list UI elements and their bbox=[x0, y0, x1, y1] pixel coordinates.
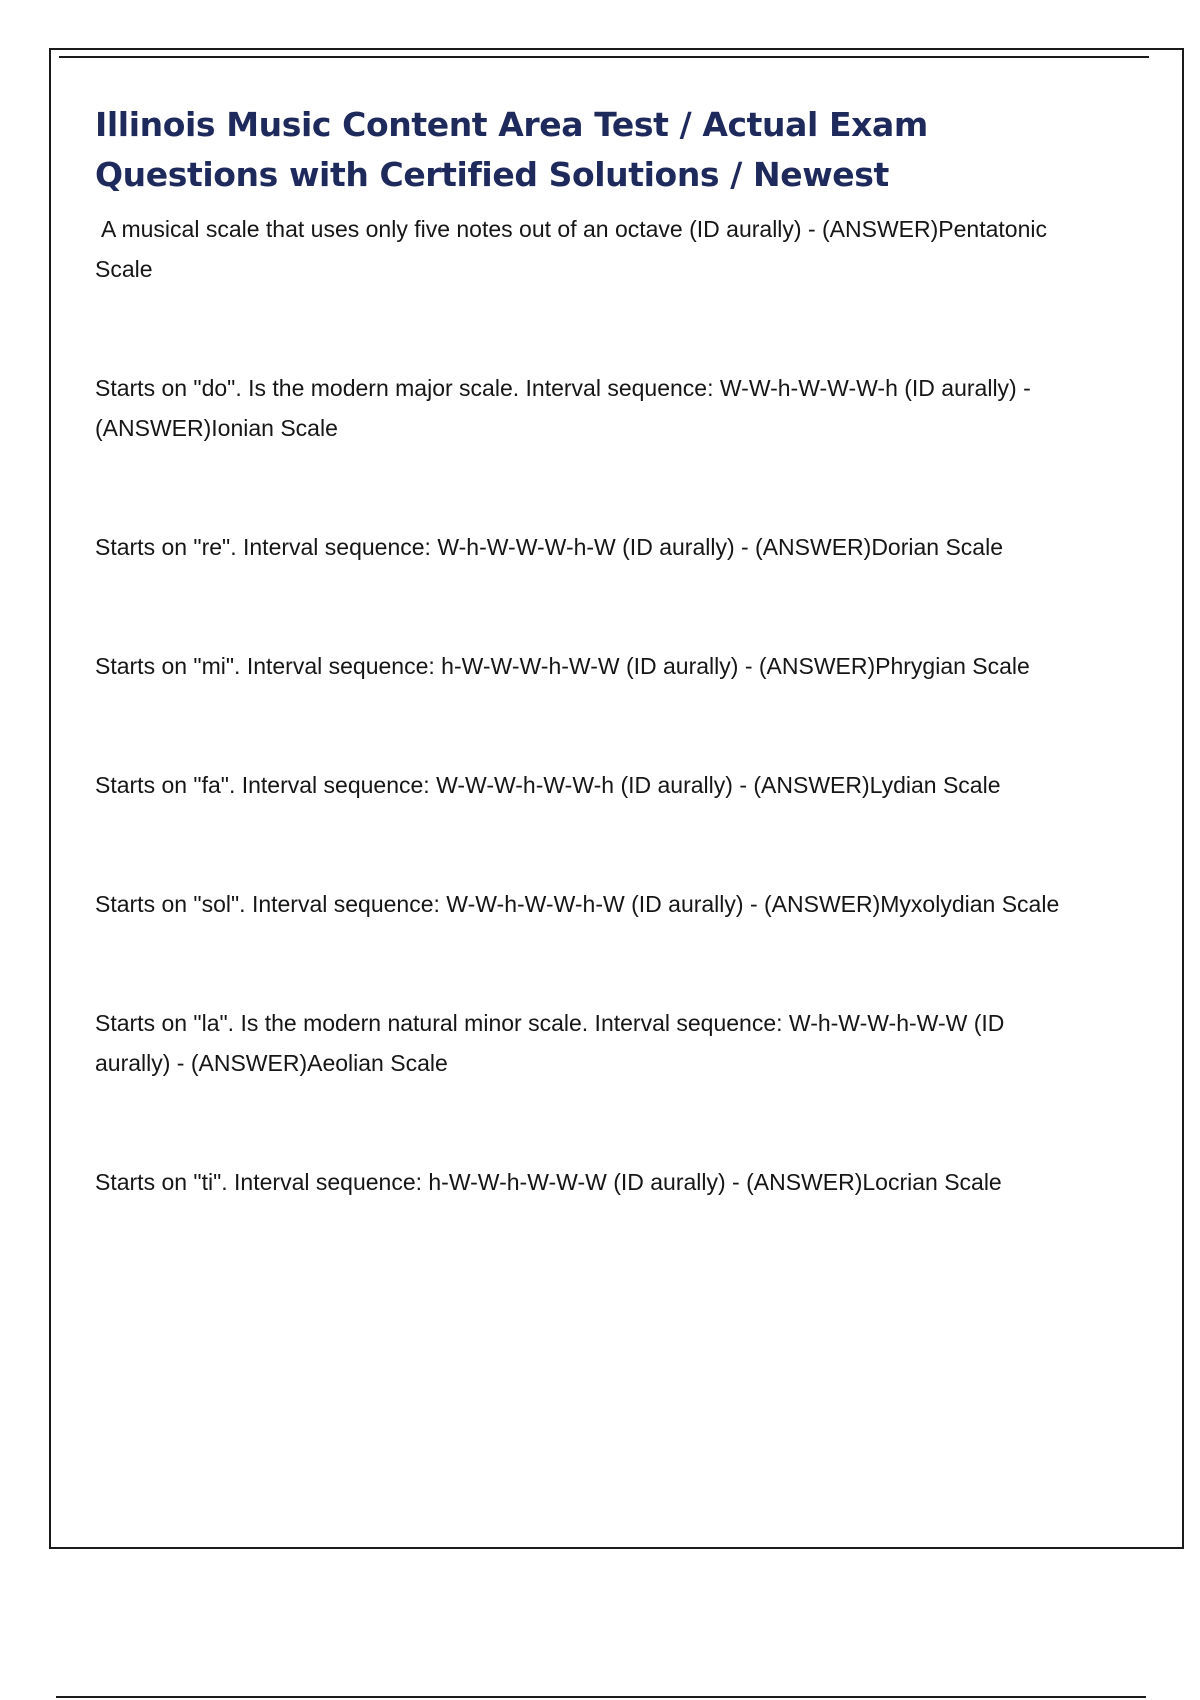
qa-list bbox=[95, 209, 1085, 1202]
qa-item-pentatonic: A musical scale that uses only five notes out of an octave (ID aurally) - (ANSWER)Pentatonic Scale bbox=[95, 216, 1047, 282]
document-content bbox=[95, 100, 1085, 1202]
qa-item-phrygian: Starts on "mi". Interval sequence: h-W-W-W-h-W-W (ID aurally) - (ANSWER)Phrygian Scale bbox=[95, 653, 1030, 679]
qa-item-myxolydian: Starts on "sol". Interval sequence: W-W-h-W-W-h-W (ID aurally) - (ANSWER)Myxolydian Scale bbox=[95, 891, 1060, 917]
qa-item-ionian: Starts on "do". Is the modern major scale. Interval sequence: W-W-h-W-W-W-h (ID aurally) - (ANSWER)Ionian Scale bbox=[95, 375, 1031, 441]
qa-item-dorian: Starts on "re". Interval sequence: W-h-W-W-W-h-W (ID aurally) - (ANSWER)Dorian Scale bbox=[95, 534, 1003, 560]
bottom-rule bbox=[56, 1696, 1146, 1698]
qa-item-aeolian: Starts on "la". Is the modern natural minor scale. Interval sequence: W-h-W-W-h-W-W (ID aurally) - (ANSWER)Aeolian Scale bbox=[95, 1010, 1005, 1076]
qa-item-locrian: Starts on "ti". Interval sequence: h-W-W-h-W-W-W (ID aurally) - (ANSWER)Locrian Scale bbox=[95, 1169, 1002, 1195]
top-rule bbox=[59, 56, 1149, 58]
document-title: Illinois Music Content Area Test / Actual Exam Questions with Certified Solutions / Newest bbox=[95, 105, 928, 194]
qa-item-lydian: Starts on "fa". Interval sequence: W-W-W-h-W-W-h (ID aurally) - (ANSWER)Lydian Scale bbox=[95, 772, 1001, 798]
